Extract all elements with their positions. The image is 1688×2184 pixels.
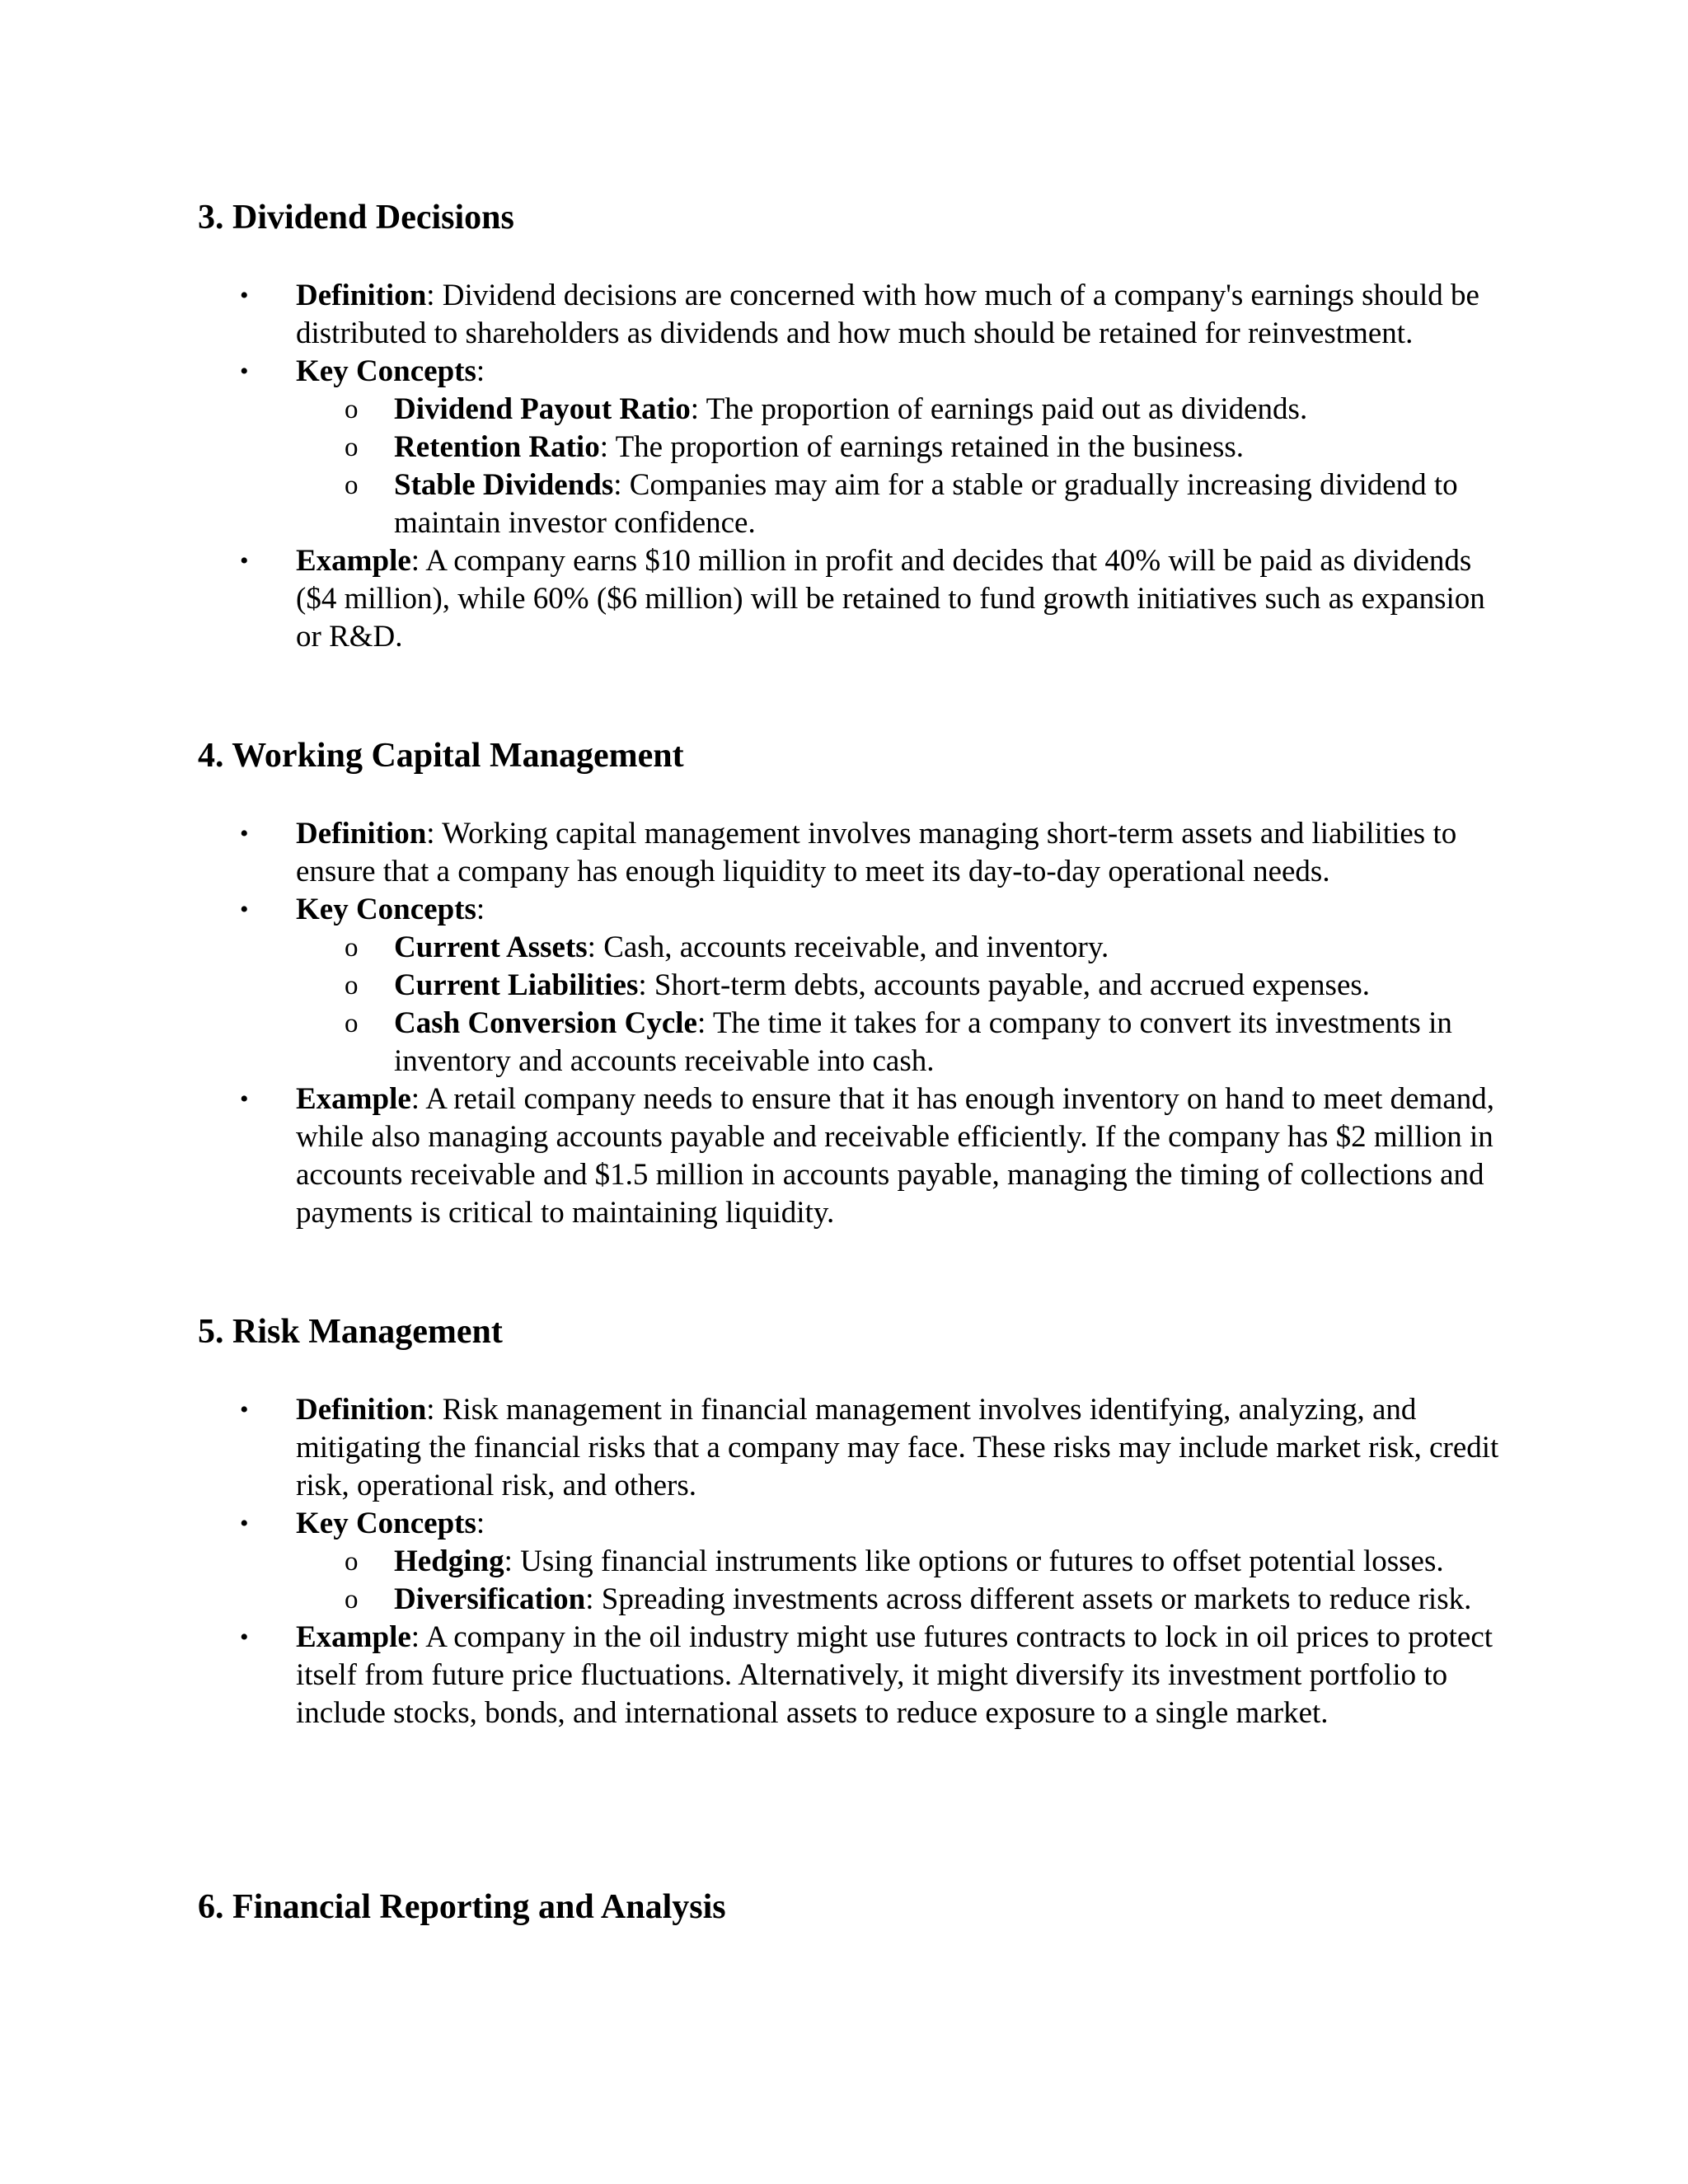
- sub-item-concept: [198, 429, 1517, 466]
- bullet-marker: •: [240, 358, 249, 385]
- concept-label: Stable Dividends: [394, 468, 614, 502]
- bullet-marker: •: [240, 1624, 249, 1651]
- definition-text: : Dividend decisions are concerned with how much of a company's earnings should be distributed to shareholders as dividends and how much should be retained for reinvestment.: [296, 279, 1479, 350]
- concept-text: : The proportion of earnings paid out as dividends.: [690, 392, 1308, 426]
- bullet-marker: •: [240, 282, 249, 309]
- concept-label: Hedging: [394, 1544, 504, 1578]
- example-text: : A company earns $10 million in profit and decides that 40% will be paid as dividends ($4 million), while 60% ($6 million) will be retained to fund growth initiatives such as expansion or R&D.: [296, 544, 1485, 654]
- bullet-marker: •: [240, 896, 249, 923]
- list-item-example: [198, 1619, 1517, 1732]
- concept-label: Cash Conversion Cycle: [394, 1006, 697, 1040]
- section-heading: 4. Working Capital Management: [198, 737, 684, 775]
- list-item-definition: [198, 815, 1517, 891]
- bullet-marker: •: [240, 1396, 249, 1423]
- definition-text: : Working capital management involves managing short-term assets and liabilities to ensure that a company has enough liquidity to meet its day-to-day operational needs.: [296, 817, 1457, 888]
- key-concepts-label: Key Concepts: [296, 354, 476, 388]
- bullet-marker: •: [240, 547, 249, 574]
- key-concepts-colon: :: [476, 354, 485, 388]
- concept-label: Dividend Payout Ratio: [394, 392, 691, 426]
- sub-bullet-marker: o: [345, 1547, 359, 1577]
- definition-label: Definition: [296, 279, 427, 312]
- sub-bullet-marker: o: [345, 433, 359, 462]
- concept-text: : Short-term debts, accounts payable, and accrued expenses.: [638, 968, 1371, 1002]
- key-concepts-colon: :: [476, 893, 485, 926]
- concept-label: Current Assets: [394, 930, 588, 964]
- example-label: Example: [296, 1620, 411, 1654]
- section-list: [198, 1391, 1517, 1732]
- example-label: Example: [296, 544, 411, 578]
- sub-bullet-marker: o: [345, 471, 359, 500]
- bullet-marker: •: [240, 820, 249, 847]
- bullet-marker: •: [240, 1510, 249, 1537]
- sub-bullet-marker: o: [345, 971, 359, 1001]
- sub-bullet-marker: o: [345, 395, 359, 424]
- sub-item-concept: [198, 929, 1517, 967]
- list-item-example: [198, 542, 1517, 656]
- example-label: Example: [296, 1082, 411, 1116]
- concept-text: : The proportion of earnings retained in the business.: [599, 430, 1245, 464]
- example-text: : A company in the oil industry might use futures contracts to lock in oil prices to protect itself from future price fluctuations. Alternatively, it might diversify its investment portfolio to include stocks, bonds, and international assets to reduce exposure to a single market.: [296, 1620, 1493, 1730]
- section-heading: 6. Financial Reporting and Analysis: [198, 1888, 726, 1926]
- concept-text: : The time it takes for a company to convert its investments in inventory and accounts receivable into cash.: [394, 1006, 1452, 1078]
- sub-bullet-marker: o: [345, 1585, 359, 1615]
- sub-bullet-marker: o: [345, 1009, 359, 1038]
- concept-label: Diversification: [394, 1582, 586, 1616]
- list-item-definition: [198, 1391, 1517, 1505]
- section-list: [198, 277, 1517, 656]
- sub-item-concept: [198, 1543, 1517, 1581]
- definition-text: : Risk management in financial management involves identifying, analyzing, and mitigating the financial risks that a company may face. These risks may include market risk, credit risk, operational risk, and others.: [296, 1393, 1499, 1502]
- key-concepts-label: Key Concepts: [296, 1507, 476, 1540]
- concept-label: Retention Ratio: [394, 430, 600, 464]
- sub-item-concept: [198, 391, 1517, 429]
- list-item-definition: [198, 277, 1517, 353]
- section-heading: 5. Risk Management: [198, 1313, 503, 1351]
- concept-label: Current Liabilities: [394, 968, 639, 1002]
- concept-text: : Spreading investments across different assets or markets to reduce risk.: [585, 1582, 1472, 1616]
- sub-item-concept: [198, 466, 1517, 542]
- list-item-key-concepts: [198, 891, 1517, 929]
- definition-label: Definition: [296, 1393, 427, 1427]
- list-item-key-concepts: [198, 1505, 1517, 1543]
- sub-item-concept: [198, 967, 1517, 1005]
- example-text: : A retail company needs to ensure that it has enough inventory on hand to meet demand, while also managing accounts payable and receivable efficiently. If the company has $2 million in accounts receivable and $1.5 million in accounts payable, managing the timing of collections and payments is critical to maintaining liquidity.: [296, 1082, 1494, 1230]
- section-heading: 3. Dividend Decisions: [198, 199, 514, 237]
- sub-item-concept: [198, 1005, 1517, 1080]
- bullet-marker: •: [240, 1085, 249, 1113]
- concept-text: : Companies may aim for a stable or gradually increasing dividend to maintain investor confidence.: [394, 468, 1458, 540]
- concept-text: : Cash, accounts receivable, and inventory.: [587, 930, 1109, 964]
- list-item-key-concepts: [198, 353, 1517, 391]
- list-item-example: [198, 1080, 1517, 1232]
- definition-label: Definition: [296, 817, 427, 851]
- concept-text: : Using financial instruments like options or futures to offset potential losses.: [504, 1544, 1444, 1578]
- key-concepts-label: Key Concepts: [296, 893, 476, 926]
- key-concepts-colon: :: [476, 1507, 485, 1540]
- sub-bullet-marker: o: [345, 933, 359, 963]
- section-list: [198, 815, 1517, 1232]
- sub-item-concept: [198, 1581, 1517, 1619]
